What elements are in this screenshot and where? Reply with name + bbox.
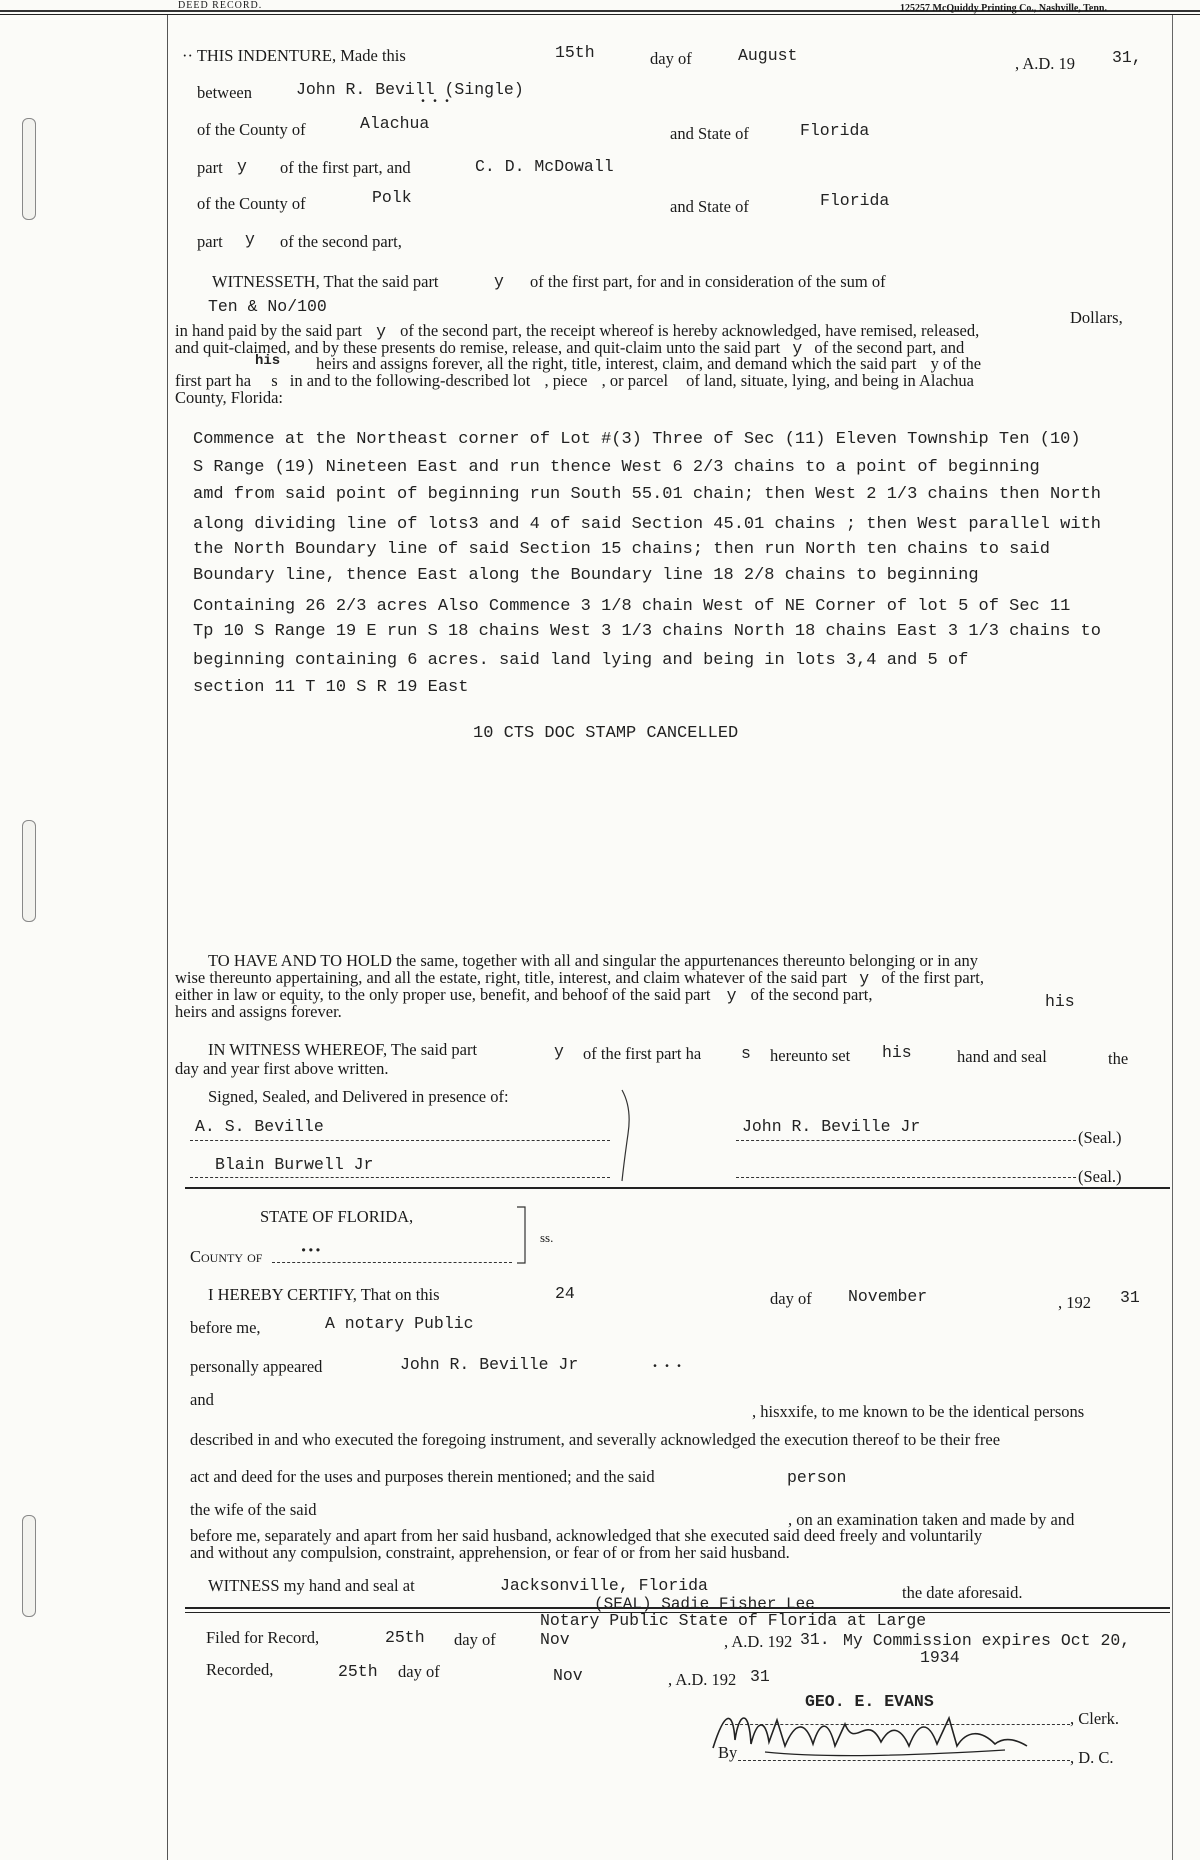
first-part-and: of the first part, and [280,158,411,177]
certify-year-prefix: , 192 [1058,1293,1091,1312]
w-l4-b: s [271,371,278,390]
witnesseth-line-5: County, Florida: [175,388,284,407]
indenture-lead: ·· THIS INDENTURE, Made this [182,46,406,65]
consideration-amount: Ten & No/100 [208,297,327,316]
ack-place: Jacksonville, Florida [500,1576,708,1595]
w-l4-e: , or parcel [601,371,669,390]
first-party-suffix: y [237,157,247,176]
legal-line-5: the North Boundary line of said Section 15 chains; then run North ten chains to said [193,540,1050,559]
grantor-state: Florida [800,121,870,140]
filed-day-of: day of [454,1630,496,1649]
filed-year: 31. [800,1630,830,1649]
exam-clause: , on an examination taken and made by and [788,1510,1075,1529]
w-l3-a: heirs and assigns forever, all the right, title, interest, claim, and demand which the said part [316,354,917,373]
signatory-2-line [736,1177,1076,1178]
testimonium-hand: hand and seal [957,1047,1047,1066]
deputy-clerk-signature [705,1700,1035,1770]
indenture-month: August [738,46,798,65]
signatory-1-name: John R. Beville Jr [742,1117,921,1136]
dc-suffix: , D. C. [1070,1748,1114,1767]
notary-commission: My Commission expires Oct 20, [843,1631,1131,1650]
legal-line-4: along dividing line of lots3 and 4 of said Section 45.01 chains ; then West parallel with [193,515,1101,534]
certify-day-of: day of [770,1289,812,1308]
w-l3-b: y of the [930,354,982,373]
witnesseth-party: y [494,272,504,291]
legal-line-1: Commence at the Northeast corner of Lot #(3) Three of Sec (11) Eleven Township Ten (10) [193,430,1081,449]
ack-desc-2: act and deed for the uses and purposes therein mentioned; and the said [190,1467,655,1486]
printer-imprint: 125257 McQuiddy Printing Co., Nashville, Tenn. [900,3,1107,14]
left-margin-rule [167,15,168,1860]
grantee-name: C. D. McDowall [475,157,614,176]
witnesseth-line-3 [316,355,981,372]
grantor-name: John R. Bevill (Single) [296,80,524,99]
clerk-name: GEO. E. EVANS [805,1692,934,1711]
appearer-marks: • • • [652,1362,683,1373]
ack-state: STATE OF FLORIDA, [260,1207,414,1226]
indenture-ad: , A.D. 19 [1015,54,1076,73]
grantee-county-label: of the County of [197,194,306,213]
binder-hole-top [22,118,36,220]
filed-month: Nov [540,1630,570,1649]
grantor-state-label: and State of [670,124,749,143]
notary-officer: A notary Public [325,1314,474,1333]
heirs-word: his [255,353,281,369]
recorded-day-of: day of [398,1662,440,1681]
testimonium-pronoun: his [882,1043,912,1062]
between-label: between [197,83,252,102]
right-margin-rule [1172,15,1173,1860]
ack-desc-1: described in and who executed the foregoing instrument, and severally acknowledged the execution thereof to be their free [190,1430,1001,1449]
h-l2-a: wise thereunto appertaining, and all the estate, right, title, interest, and claim whatever of the said part [175,968,848,987]
recorded-label: Recorded, [206,1660,274,1679]
w-l1-c: of the second part, the receipt whereof is hereby acknowledged, have remised, released, [400,321,980,340]
h-l3-c: of the second part, [750,985,873,1004]
doc-stamp-note: 10 CTS DOC STAMP CANCELLED [473,724,739,743]
witnesseth-consideration: of the first part, for and in consideration of the sum of [530,272,886,291]
w-l2-a: and quit-claimed, and by these presents do remise, release, and quit-claim unto the said part [175,338,781,357]
h-l3-a: either in law or equity, to the only proper use, benefit, and behoof of the said part [175,985,711,1004]
testimonium-has: s [741,1044,751,1063]
filed-ad: , A.D. 192 [724,1632,793,1651]
indenture-year: 31, [1112,48,1142,67]
seal-1: (Seal.) [1078,1128,1122,1147]
legal-line-6: Boundary line, thence East along the Boundary line 18 2/8 chains to beginning [193,566,979,585]
w-l2-c: of the second part, and [814,338,965,357]
ss-mark: ss. [540,1230,554,1245]
certify-day: 24 [555,1284,575,1303]
indenture-day: 15th [555,43,595,62]
appearer-name: John R. Beville Jr [400,1355,579,1374]
w-l4-f: of land, situate, lying, and being in Alachua [686,371,974,390]
second-part-label: of the second part, [280,232,402,251]
indenture-day-of: day of [650,49,692,68]
ack-person: person [787,1468,847,1487]
recorded-day: 25th [338,1662,378,1681]
notary-seal-signature: (SEAL) Sadie Fisher Lee [594,1595,815,1613]
recorded-ad: , A.D. 192 [668,1670,737,1689]
w-l4-a: first part ha [175,371,252,390]
grantee-state: Florida [820,191,890,210]
w-l1-b: y [376,322,386,341]
personally-appeared-label: personally appeared [190,1357,323,1376]
habendum-line-1: TO HAVE AND TO HOLD the same, together with all and singular the appurtenances thereunto belonging or in any [208,951,978,970]
recorded-year: 31 [750,1667,770,1686]
testimonium-set: hereunto set [770,1046,851,1065]
certify-month: November [848,1287,928,1306]
witness-1-line [190,1140,610,1141]
separate-line-1: before me, separately and apart from her said husband, acknowledged that she executed said deed freely and voluntarily [190,1526,983,1545]
second-party-label: part [197,232,223,251]
witnesseth-line-4 [175,372,974,389]
binder-hole-middle [22,820,36,922]
by-label: By [718,1743,738,1762]
testimonium-the: the [1108,1049,1129,1068]
seal-2: (Seal.) [1078,1167,1122,1186]
certify-year: 31 [1120,1288,1140,1307]
testimonium-mid: of the first part ha [583,1044,702,1063]
legal-line-8: Tp 10 S Range 19 E run S 18 chains West 3 1/3 chains North 18 chains East 3 1/3 chains to [193,622,1101,641]
witness-brace [618,1088,638,1183]
ack-county-label: County of [190,1247,263,1266]
legal-line-7: Containing 26 2/3 acres Also Commence 3 1/8 chain West of NE Corner of lot 5 of Sec 11 [193,597,1071,616]
grantor-county: Alachua [360,114,430,133]
recorded-month: Nov [553,1666,583,1685]
witness-2-line [190,1177,610,1178]
notary-title: Notary Public State of Florida at Large [540,1611,927,1630]
habendum-line-4: heirs and assigns forever. [175,1002,342,1021]
w-l1-a: in hand paid by the said part [175,321,362,340]
ss-brace [515,1205,533,1265]
w-l4-d: , piece [544,371,588,390]
legal-line-10: section 11 T 10 S R 19 East [193,678,469,697]
date-aforesaid: the date aforesaid. [902,1583,1023,1602]
witnesseth-lead: WITNESSETH, That the said part [212,272,439,291]
certify-lead: I HEREBY CERTIFY, That on this [208,1285,440,1304]
filed-day: 25th [385,1628,425,1647]
grantee-state-label: and State of [670,197,749,216]
habendum-his: his [1045,992,1075,1011]
testimonium-party: y [554,1042,564,1061]
witness-1-name: A. S. Beville [195,1117,324,1136]
witness-hand-seal: WITNESS my hand and seal at [208,1576,415,1595]
signatory-1-line [736,1140,1076,1141]
grantor-marks: • • • [420,97,451,108]
grantee-county: Polk [372,188,412,207]
ack-county-value: ••• [300,1244,322,1258]
legal-line-3: amd from said point of beginning run South 55.01 chain; then West 2 1/3 chains then North [193,485,1101,504]
and-label: and [190,1390,214,1409]
witness-2-name: Blain Burwell Jr [215,1155,374,1174]
legal-line-9: beginning containing 6 acres. said land lying and being in lots 3,4 and 5 of [193,651,969,670]
filed-label: Filed for Record, [206,1628,320,1647]
h-l2-c: of the first part, [881,968,984,987]
signed-in-presence: Signed, Sealed, and Delivered in presence of: [208,1087,509,1106]
before-me-label: before me, [190,1318,261,1337]
second-party-suffix: y [245,230,255,249]
first-party-label: part [197,158,223,177]
ack-top-rule [185,1187,1170,1189]
recording-rule-top [185,1607,1170,1609]
wife-clause: , hisxxife, to me known to be the identical persons [752,1402,1085,1421]
notary-commission-year: 1934 [920,1648,960,1667]
header-rule-bottom [0,14,1200,15]
testimonium-line-2: day and year first above written. [175,1059,389,1078]
w-l4-c: in and to the following-described lot [289,371,531,390]
clerk-suffix: , Clerk. [1070,1709,1120,1728]
separate-line-2: and without any compulsion, constraint, apprehension, or fear of or from her said husband. [190,1543,790,1562]
legal-line-2: S Range (19) Nineteen East and run thence West 6 2/3 chains to a point of beginning [193,458,1040,477]
binder-hole-bottom [22,1515,36,1617]
ack-county-line [272,1262,512,1263]
wife-of-label: the wife of the said [190,1500,317,1519]
h-l3-b: y [726,986,737,1005]
h-l2-b: y [859,969,870,988]
page-header-title: DEED RECORD. [178,0,263,11]
w-l2-b: y [792,339,803,358]
grantor-county-label: of the County of [197,120,306,139]
testimonium-lead: IN WITNESS WHEREOF, The said part [208,1040,478,1059]
dollars-label: Dollars, [1070,308,1123,327]
